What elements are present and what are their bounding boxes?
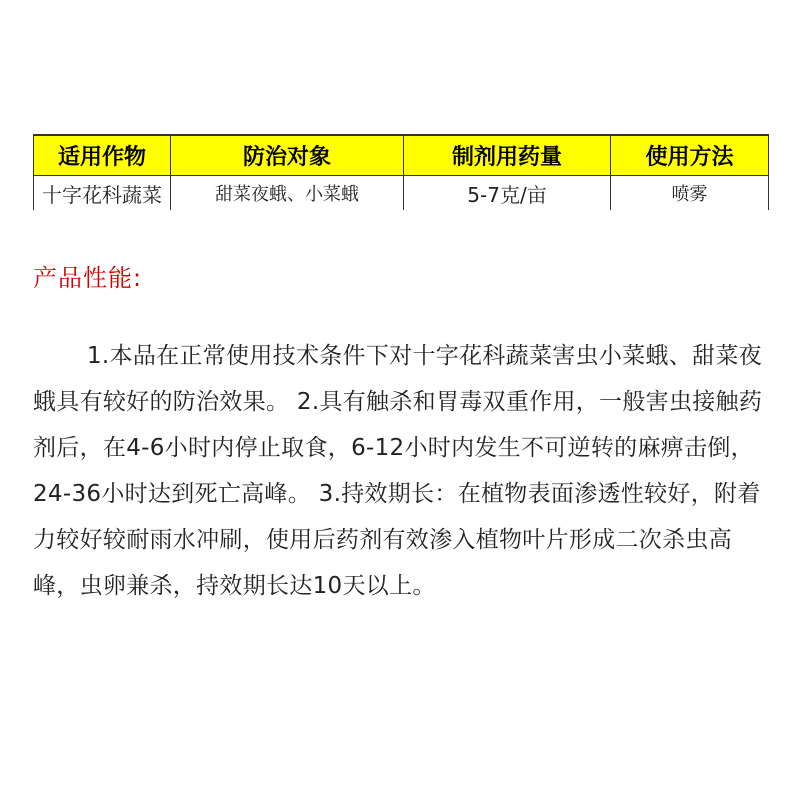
- header-target: 防治对象: [171, 135, 404, 176]
- table-header-row: [34, 135, 769, 176]
- usage-table: [33, 134, 769, 210]
- cell-crop: 十字花科蔬菜: [34, 176, 171, 211]
- cell-dosage: 5-7克/亩: [404, 176, 611, 211]
- performance-text: 1.本品在正常使用技术条件下对十字花科蔬菜害虫小菜蛾、甜菜夜蛾具有较好的防治效果。 2.具有触杀和胃毒双重作用，一般害虫接触药剂后，在4-6小时内停止取食，6-12小时内发生不可逆转的麻痹击倒，24-36小时达到死亡高峰。 3.持效期长：在植物表面渗透性较好，附着力较好较耐雨水冲刷，使用后药剂有效渗入植物叶片形成二次杀虫高峰，虫卵兼杀，持效期长达10天以上。: [33, 343, 763, 599]
- cell-method: 喷雾: [611, 176, 769, 211]
- header-crop: 适用作物: [34, 135, 171, 176]
- header-method: 使用方法: [611, 135, 769, 176]
- header-dosage: 制剂用药量: [404, 135, 611, 176]
- cell-target: 甜菜夜蛾、小菜蛾: [171, 176, 404, 211]
- table-row: [34, 176, 769, 211]
- performance-title: 产品性能:: [33, 264, 143, 292]
